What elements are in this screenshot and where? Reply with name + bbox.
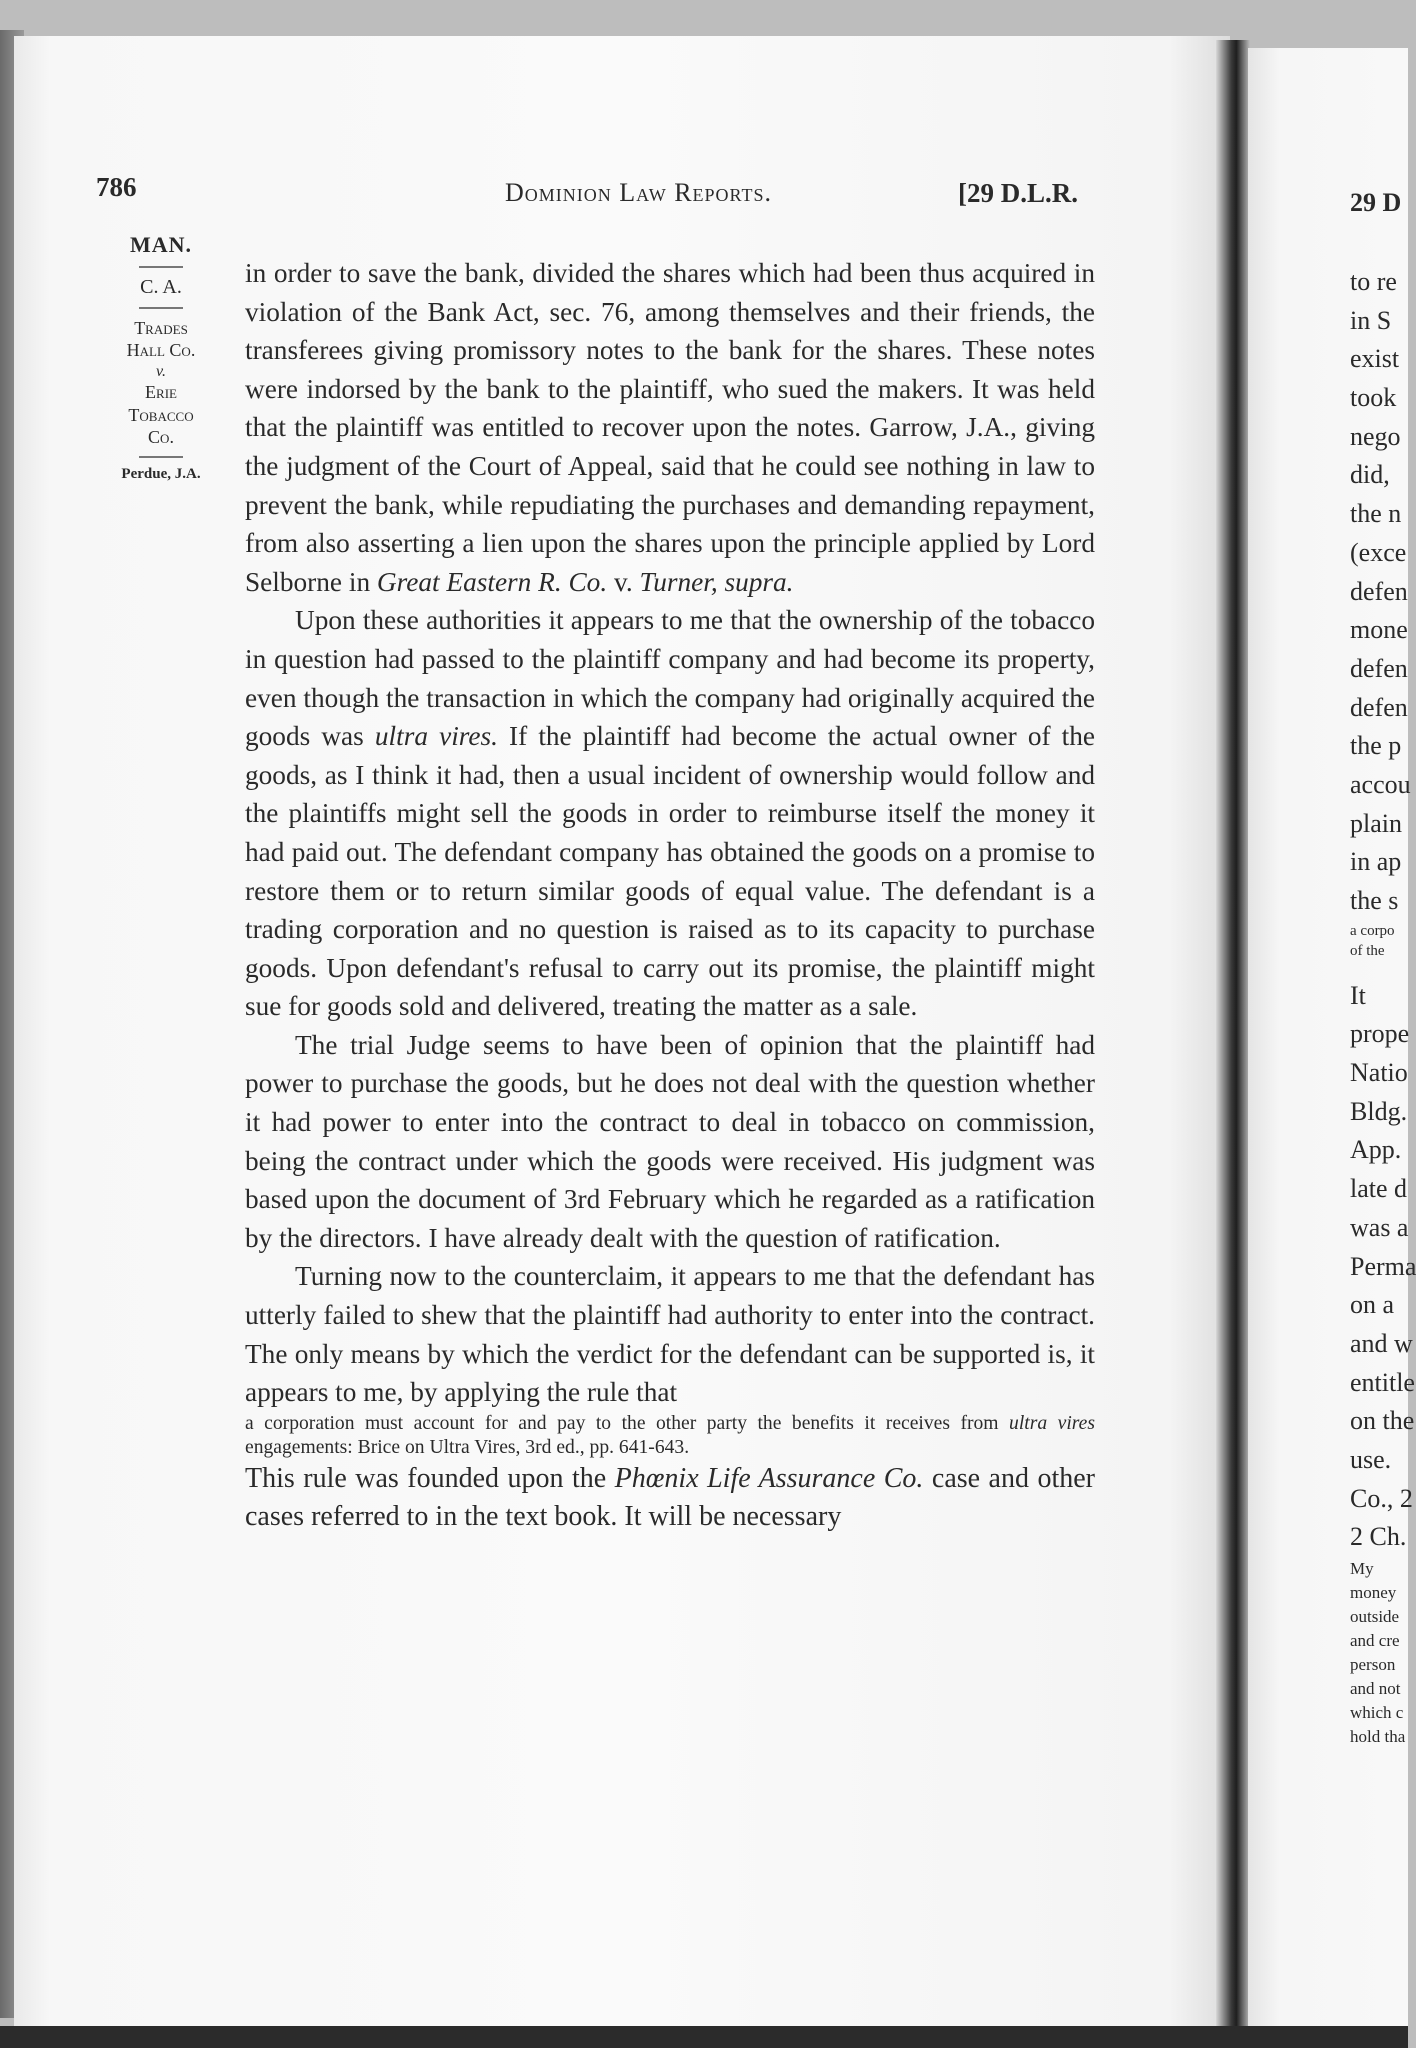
spacer bbox=[1350, 961, 1410, 977]
book-gutter bbox=[1216, 40, 1250, 2030]
right-page-line: which c bbox=[1350, 1703, 1404, 1722]
case-name-line: Hall Co. bbox=[126, 340, 196, 361]
right-page-line: the n bbox=[1350, 499, 1402, 529]
right-page-line: prope bbox=[1350, 1019, 1410, 1049]
paragraph: This rule was founded upon the Phœnix Life Assurance Co. case and other cases referred to in the text book. It will be necessary bbox=[245, 1462, 1095, 1533]
right-page-line: Co., 2 bbox=[1350, 1483, 1413, 1513]
right-page-line: use. bbox=[1350, 1444, 1392, 1474]
paragraph: The trial Judge seems to have been of opinion that the plaintiff had power to purchase the goods, but he does not deal with the question whether it had power to enter into the contract to deal in tobacco on commission, being the contract under which the goods were received. His judgment was based upon the document of 3rd February which he regarded as a ratification by the directors. I have already dealt with the question of ratification. bbox=[245, 1029, 1095, 1253]
bottom-border bbox=[0, 2026, 1408, 2048]
court-label: MAN. bbox=[129, 232, 193, 257]
right-page-line: was a bbox=[1350, 1212, 1409, 1242]
right-page-line: to re bbox=[1350, 267, 1397, 296]
case-name-line: Trades bbox=[134, 318, 188, 338]
paragraph: Turning now to the counterclaim, it appears to me that the defendant has utterly failed to shew that the plaintiff had authority to enter into the contract. The only means by which the verdict for the defendant can be supported is, it appears to me, by applying the rule that bbox=[245, 1261, 1095, 1408]
right-page-line: nego bbox=[1350, 421, 1401, 451]
right-page-line: and cre bbox=[1350, 1631, 1400, 1650]
right-page-line: plain bbox=[1350, 808, 1402, 838]
right-page-line: in S bbox=[1350, 305, 1392, 335]
right-page-line: App. bbox=[1350, 1135, 1402, 1165]
case-versus: v. bbox=[156, 362, 166, 380]
running-title: Dominion Law Reports. bbox=[505, 178, 772, 207]
margin-divider bbox=[139, 456, 183, 458]
right-page-line: Bldg. bbox=[1350, 1096, 1408, 1126]
right-page-text bbox=[1350, 263, 1416, 1749]
right-page-header: 29 D bbox=[1350, 188, 1402, 217]
right-page-line: defen bbox=[1350, 692, 1408, 722]
judge-name: Perdue, J.A. bbox=[121, 466, 201, 483]
right-page-line: on a bbox=[1350, 1290, 1395, 1320]
right-page-line: Perma bbox=[1350, 1251, 1416, 1281]
paragraph: in order to save the bank, divided the shares which had been thus acquired in violation of the Bank Act, sec. 76, among themselves and their friends, the transferees giving promissory notes to the bank for the shares. These notes were indorsed by the bank to the plaintiff, who sued the makers. It was held that the plaintiff was entitled to recover upon the notes. Garrow, J.A., giving the judgment of the Court of Appeal, said that he could see nothing in law to prevent the bank, while repudiating the purchases and demanding repayment, from also asserting a lien upon the shares upon the principle applied by Lord Selborne in Great Eastern R. Co. v. Turner, supra. bbox=[245, 258, 1095, 597]
block-quote: a corporation must account for and pay to the other party the benefits it receives from ultra vires engagements: Brice on Ultra Vires, 3rd ed., pp. 641-643. bbox=[245, 1412, 1095, 1458]
right-page-line: 2 Ch. bbox=[1350, 1522, 1407, 1552]
right-page-line: late d bbox=[1350, 1174, 1408, 1204]
right-page-line: and not bbox=[1350, 1679, 1401, 1698]
right-page-line: exist bbox=[1350, 344, 1400, 374]
right-page-line: did, bbox=[1350, 460, 1390, 490]
right-page-line: mone bbox=[1350, 615, 1408, 645]
case-name-line: Erie bbox=[145, 382, 177, 403]
right-page-line: It bbox=[1350, 980, 1366, 1010]
case-name bbox=[96, 317, 226, 448]
margin-notes bbox=[96, 232, 226, 483]
volume-reference: [29 D.L.R. bbox=[958, 178, 1078, 208]
page-number: 786 bbox=[96, 172, 137, 202]
right-page-line: (exce bbox=[1350, 537, 1407, 567]
right-page-line: a corpo bbox=[1350, 922, 1395, 939]
case-name-line: Co. bbox=[148, 427, 174, 448]
right-page-line: the p bbox=[1350, 731, 1402, 761]
right-page-line: defen bbox=[1350, 653, 1408, 683]
case-name-line: Tobacco bbox=[128, 404, 194, 425]
right-page-line: money bbox=[1350, 1583, 1397, 1602]
right-page-line: person bbox=[1350, 1655, 1396, 1674]
right-page-line: entitle bbox=[1350, 1367, 1415, 1397]
right-page-line: accou bbox=[1350, 769, 1411, 799]
right-page-line: in ap bbox=[1350, 847, 1402, 877]
margin-divider bbox=[139, 307, 183, 309]
right-page-line: and w bbox=[1350, 1328, 1413, 1358]
right-page-line: took bbox=[1350, 383, 1397, 413]
right-page-line: hold tha bbox=[1350, 1727, 1406, 1746]
right-page-line: of the bbox=[1350, 942, 1385, 959]
right-page-line: My bbox=[1350, 1559, 1374, 1578]
right-page-line: on the bbox=[1350, 1406, 1415, 1436]
right-page-line: Natio bbox=[1350, 1058, 1408, 1088]
court-level: C. A. bbox=[140, 276, 182, 298]
right-page-line: outside bbox=[1350, 1607, 1400, 1626]
margin-divider bbox=[139, 266, 183, 268]
body-text bbox=[245, 254, 1095, 1537]
paragraph: Upon these authorities it appears to me that the ownership of the tobacco in question had passed to the plaintiff company and had become its property, even though the transaction in which the company had originally acquired the goods was ultra vires. If the plaintiff had become the actual owner of the goods, as I think it had, then a usual incident of ownership would follow and the plaintiffs might sell the goods in order to reimburse itself the money it had paid out. The defendant company has obtained the goods on a promise to restore them or to return similar goods of equal value. The defendant is a trading corporation and no question is raised as to its capacity to purchase goods. Upon defendant's refusal to carry out its promise, the plaintiff might sue for goods sold and delivered, treating the matter as a sale. bbox=[245, 605, 1096, 1022]
right-page-line: the s bbox=[1350, 886, 1399, 915]
right-page-line: defen bbox=[1350, 576, 1408, 606]
